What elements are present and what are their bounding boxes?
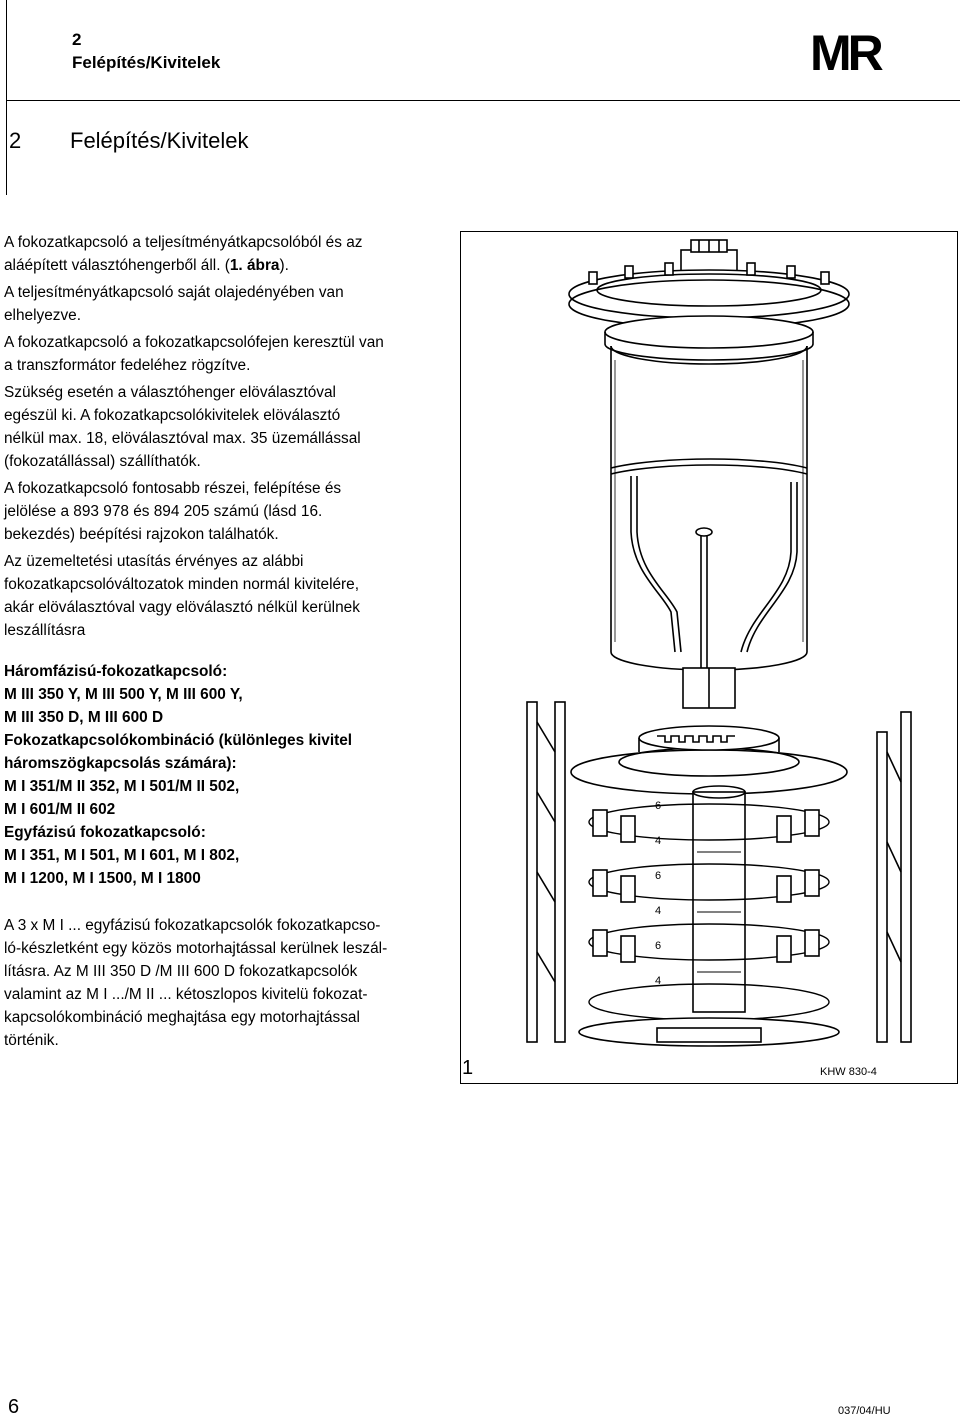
text-line: kapcsolókombináció meghajtása egy motorhajtással	[4, 1009, 360, 1026]
text-line: jelölése a 893 978 és 894 205 számú (lásd 16.	[4, 503, 323, 520]
header-divider	[6, 100, 960, 101]
text-line: A teljesítményátkapcsoló saját olajedényében van	[4, 284, 344, 301]
text-line: fokozatkapcsolóváltozatok minden normál kivitelére,	[4, 576, 360, 593]
text-line: M I 601/M II 602	[4, 801, 116, 818]
header-chapter-title: Felépítés/Kivitelek	[72, 53, 221, 72]
text-line: M I 351/M II 352, M I 501/M II 502,	[4, 778, 240, 795]
document-code: 037/04/HU	[838, 1405, 891, 1417]
text-line: valamint az M I .../M II ... kétoszlopos kivitelü fokozat-	[4, 986, 368, 1003]
text-line: M I 351, M I 501, M I 601, M I 802,	[4, 847, 240, 864]
section-number: 2	[9, 128, 22, 153]
text-line: nélkül max. 18, elöválasztóval max. 35 üzemállással	[4, 430, 361, 447]
text-line: Fokozatkapcsolókombináció (különleges kivitel	[4, 732, 353, 749]
contact-label: 6	[655, 940, 662, 952]
figure-reference: 1. ábra	[229, 257, 280, 274]
text-line: M III 350 Y, M III 500 Y, M III 600 Y,	[4, 686, 243, 703]
figure-number: 1	[462, 1057, 474, 1079]
section-title: Felépítés/Kivitelek	[70, 128, 249, 153]
text-line: egészül ki. A fokozatkapcsolókivitelek elöválasztó	[4, 407, 341, 424]
text-line: akár elöválasztóval vagy elöválasztó nélkül kerülnek	[4, 599, 360, 616]
page-number: 6	[8, 1396, 20, 1418]
text-line: M I 1200, M I 1500, M I 1800	[4, 870, 201, 887]
mr-logo	[810, 28, 888, 79]
figure-code: KHW 830-4	[820, 1066, 877, 1078]
text-line: Egyfázisú fokozatkapcsoló:	[4, 824, 206, 841]
text-line: Háromfázisú-fokozatkapcsoló:	[4, 663, 228, 680]
text-line: történik.	[4, 1032, 59, 1049]
logo-text: MR	[810, 28, 880, 74]
text-line: háromszögkapcsolás számára):	[4, 755, 237, 772]
text-line: A fokozatkapcsoló a fokozatkapcsolófejen keresztül van	[4, 334, 384, 351]
text-line: (fokozatállással) szállíthatók.	[4, 453, 201, 470]
text-line: leszállításra	[4, 622, 86, 639]
text-line: ló-készletként egy közös motorhajtással kerülnek leszál-	[4, 940, 388, 957]
body-text	[4, 231, 444, 1052]
margin-rule	[6, 0, 7, 195]
text-line: A 3 x M I ... egyfázisú fokozatkapcsolók fokozatkapcso-	[4, 917, 381, 934]
mr-logo-mark	[810, 28, 888, 74]
text-line: lításra. Az M III 350 D /M III 600 D fokozatkapcsolók	[4, 963, 358, 980]
contact-label: 4	[655, 975, 662, 987]
text-line: Az üzemeltetési utasítás érvényes az alábbi	[4, 553, 304, 570]
text-line: A fokozatkapcsoló a teljesítményátkapcsolóból és az	[4, 234, 363, 251]
tap-changer-illustration	[461, 232, 957, 1052]
header-chapter-number: 2	[72, 30, 82, 49]
contact-label: 4	[655, 835, 662, 847]
contact-label: 4	[655, 905, 662, 917]
text-line: elhelyezve.	[4, 307, 81, 324]
text-line: Szükség esetén a választóhenger elöválasztóval	[4, 384, 336, 401]
text-line: A fokozatkapcsoló fontosabb részei, felépítése és	[4, 480, 342, 497]
contact-label: 6	[655, 800, 662, 812]
text-line: bekezdés) beépítési rajzokon találhatók.	[4, 526, 279, 543]
contact-label: 6	[655, 870, 662, 882]
text-line: a transzformátor fedeléhez rögzítve.	[4, 357, 251, 374]
text-line: aláépített választóhengerből áll. (1. ábra).	[4, 257, 289, 274]
text-line: M III 350 D, M III 600 D	[4, 709, 164, 726]
